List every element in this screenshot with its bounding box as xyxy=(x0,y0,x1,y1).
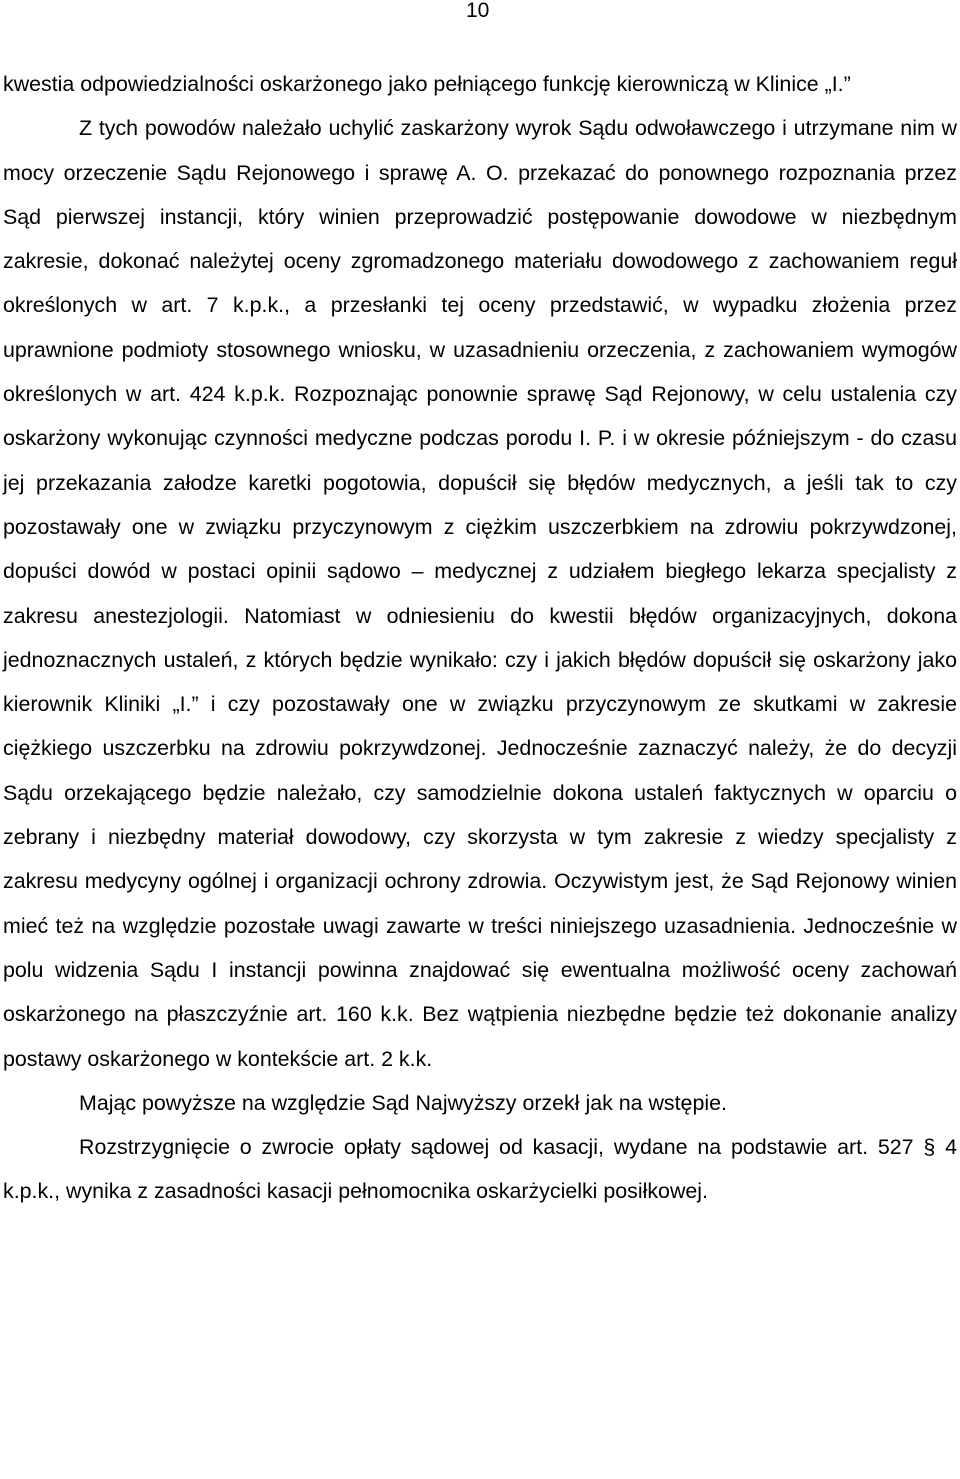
paragraph-3: Mając powyższe na względzie Sąd Najwyższy orzekł jak na wstępie. xyxy=(79,1090,727,1115)
paragraph-1: kwestia odpowiedzialności oskarżonego jako pełniącego funkcję kierowniczą w Klinice „I.” xyxy=(3,72,851,96)
paragraph-4: Rozstrzygnięcie o zwrocie opłaty sądowej od kasacji, wydane na podstawie art. 527 § 4 k.p.k., wynika z zasadności kasacji pełnomocnika oskarżycielki posiłkowej. xyxy=(3,1135,957,1204)
page-number: 10 xyxy=(466,0,490,22)
paragraph-2: Z tych powodów należało uchylić zaskarżony wyrok Sądu odwoławczego i utrzymane nim w mocy orzeczenie Sądu Rejonowego i sprawę A. O. przekazać do ponownego rozpoznania przez Sąd pierwszej instancji, który winien przeprowadzić postępowanie dowodowe w niezbędnym zakresie, dokonać należytej oceny zgromadzonego materiału dowodowego z zachowaniem reguł określonych w art. 7 k.p.k., a przesłanki tej oceny przedstawić, w wypadku złożenia przez uprawnione podmioty stosownego wniosku, w uzasadnieniu orzeczenia, z zachowaniem wymogów określonych w art. 424 k.p.k. Rozpoznając ponownie sprawę Sąd Rejonowy, w celu ustalenia czy oskarżony wykonując czynności medyczne podczas porodu I. P. i w okresie późniejszym - do czasu jej przekazania załodze karetki pogotowia, dopuścił się błędów medycznych, a jeśli tak to czy pozostawały one w związku przyczynowym z ciężkim uszczerbkiem na zdrowiu pokrzywdzonej, dopuści dowód w postaci opinii sądowo – medycznej z udziałem biegłego lekarza specjalisty z zakresu anestezjologii. Natomiast w odniesieniu do kwestii błędów organizacyjnych, dokona jednoznacznych ustaleń, z których będzie wynikało: czy i jakich błędów dopuścił się oskarżony jako kierownik Kliniki „I.” i czy pozostawały one w związku przyczynowym ze skutkami w zakresie ciężkiego uszczerbku na zdrowiu pokrzywdzonej. Jednocześnie zaznaczyć należy, że do decyzji Sądu orzekającego będzie należało, czy samodzielnie dokona ustaleń faktycznych w oparciu o zebrany i niezbędny materiał dowodowy, czy skorzysta w tym zakresie z wiedzy specjalisty z zakresu medycyny ogólnej i organizacji ochrony zdrowia. Oczywistym jest, że Sąd Rejonowy winien mieć też na względzie pozostałe uwagi zawarte w treści niniejszego uzasadnienia. Jednocześnie w polu widzenia Sądu I instancji powinna znajdować się ewentualna możliwość oceny zachowań oskarżonego na płaszczyźnie art. 160 k.k. Bez wątpienia niezbędne będzie też dokonanie analizy postawy oskarżonego w kontekście art. 2 k.k. xyxy=(3,116,957,1071)
document-body xyxy=(3,62,957,1214)
